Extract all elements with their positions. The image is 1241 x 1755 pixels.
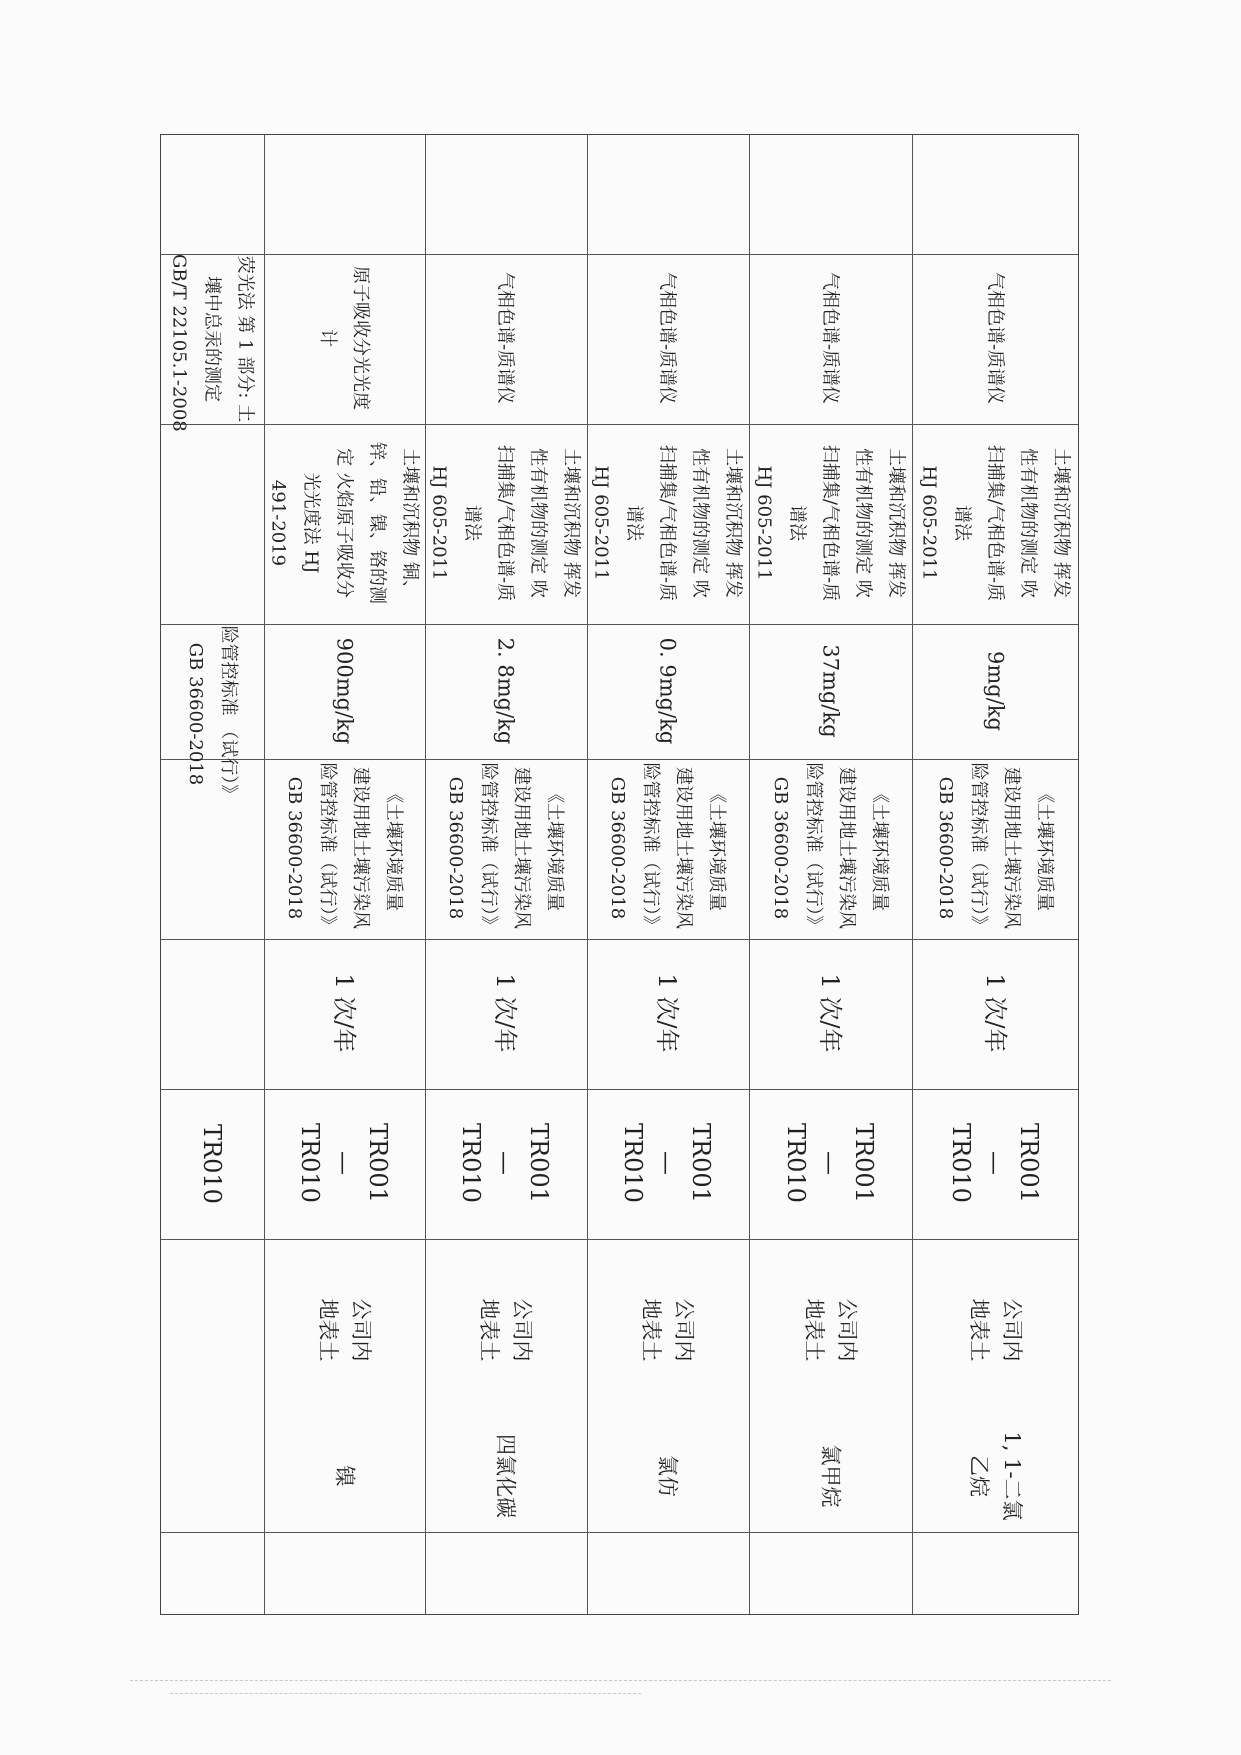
text-line: 公司内 [672,1298,696,1361]
text-line: 性有机物的测定 吹 [689,448,711,598]
row5-item-cell [911,1421,1079,1531]
row3-limit-cell [586,623,748,758]
row5-standard [929,763,1061,934]
text-line: TR001 [525,1123,553,1203]
text-line: 《土壤环境质量 [868,785,890,911]
text-line: GB/T 22105.1-2008 [168,254,189,432]
row1-frequency-cell [263,938,424,1088]
text-line: 《土壤环境质量 [1034,785,1055,911]
scan-artifact [130,1680,1111,1681]
row3-limit [651,637,684,744]
text-line: 公司内 [348,1298,373,1361]
text-line: TR010 [947,1123,975,1203]
text-line: 扫捕集/气相色谱-质 [656,444,678,602]
text-line: 气相色谱-质谱仪 [819,271,840,405]
text-line: 土壤和沉积物 挥发 [560,448,582,598]
text-line: 土壤和沉积物 挥发 [885,448,906,598]
text-line: 公司内 [834,1298,859,1361]
row3-frequency [650,974,684,1053]
row1-standard [278,763,410,934]
row5-limit-cell [911,623,1079,758]
row5-method-cell [911,423,1079,623]
row4-code [779,1123,881,1203]
row5-limit [979,651,1012,731]
text-line: HJ 605-2011 [428,465,450,581]
row1-standard-cell [263,758,424,938]
text-line: 9mg/kg [983,650,1008,731]
row3-standard-cell [586,758,748,938]
row5-instrument-cell [911,253,1079,423]
text-line: 扫捕集/气相色谱-质 [819,444,840,602]
text-line: TR001 [849,1123,878,1203]
row4-limit [813,644,846,737]
text-line: — [329,1150,358,1175]
row1-method [261,442,426,604]
row1-item-cell [263,1421,424,1531]
row3-code-cell [586,1088,748,1238]
text-line: GB 36600-2018 [607,776,628,920]
text-line: 建设用地土壤污染风 [349,767,371,929]
row5-item [962,1431,1028,1520]
row1-method-cell [263,423,424,623]
col-divider [161,1532,1078,1533]
row2-location-cell [424,1238,586,1421]
text-line: GB 36600-2018 [935,776,956,920]
row1-item [327,1466,360,1487]
text-line: 建设用地土壤污染风 [673,767,694,929]
text-line: 性有机物的测定 吹 [852,448,873,598]
row4-location-cell [748,1238,911,1421]
row5-instrument [979,272,1012,404]
text-line: 镍 [332,1465,356,1487]
text-line: 氯仿 [655,1455,680,1497]
row1-limit [327,637,360,744]
row4-item-cell [748,1421,911,1531]
row4-item [813,1445,846,1508]
text-line: 建设用地土壤污染风 [511,767,532,929]
row4-limit-cell [748,623,911,758]
row2-standard-cell [424,758,586,938]
row4-standard-cell [748,758,911,938]
row3-code [616,1123,718,1203]
text-line: 锌、铅、镍、铬的测 [366,442,387,604]
text-line: GB 36600-2018 [184,642,206,786]
row2-frequency-cell [424,938,586,1088]
row2-instrument-cell [424,253,586,423]
text-line: 建设用地土壤污染风 [835,767,857,929]
row1-code-cell [263,1088,424,1238]
text-line: — [981,1150,1009,1175]
row4-method [747,445,912,601]
row5-standard-cell [911,758,1079,938]
row3-standard [601,763,733,934]
text-line: 谱法 [461,505,483,541]
text-line: 荧光法 第 1 部分: 土 [234,255,255,423]
text-line: TR010 [781,1123,810,1203]
row1-location [311,1298,377,1361]
text-line: 地表土 [477,1298,501,1361]
row3-instrument-cell [586,253,748,423]
text-line: GB 36600-2018 [769,776,791,920]
text-line: 险管控标准（试行）》 [802,762,824,934]
text-line: TR010 [619,1123,647,1203]
text-line: 0. 9mg/kg [655,637,680,744]
row3-item-cell [586,1421,748,1531]
row0-standard-cell [160,624,263,804]
text-line: 谱法 [786,505,807,541]
scan-artifact [170,1693,641,1694]
row3-location [634,1298,700,1361]
text-line: 建设用地土壤污染风 [1001,767,1022,929]
row0-standard [179,626,245,803]
row3-location-cell [586,1238,748,1421]
row3-method-cell [586,423,748,623]
text-line: TR001 [687,1123,715,1203]
row0-code-cell [160,1089,263,1239]
text-line: 原子吸收分光光度 [349,266,371,410]
row1-code [293,1123,395,1203]
row0-method [162,254,261,432]
row1-instrument-cell [263,253,424,423]
text-line: 定 火焰原子吸收分 [333,448,354,598]
row2-item-cell [424,1421,586,1531]
text-line: — [815,1150,844,1175]
text-line: — [653,1150,681,1175]
row5-frequency [978,974,1012,1053]
text-line: 公司内 [510,1298,534,1361]
row2-code-cell [424,1088,586,1238]
text-line: 扫捕集/气相色谱-质 [494,444,516,602]
text-line: 地表土 [967,1298,991,1361]
text-line: 2. 8mg/kg [493,637,518,744]
text-line: 1 次/年 [491,973,519,1053]
text-line: 气相色谱-质谱仪 [984,271,1006,405]
text-line: HJ 605-2011 [918,465,940,581]
text-line: 险管控标准 （试行）》 [217,625,239,803]
text-line: 险管控标准（试行）》 [478,762,499,934]
text-line: 地表土 [315,1298,340,1361]
text-line: TR001 [363,1123,392,1203]
row1-instrument [311,266,377,410]
text-line: HJ 605-2011 [590,465,612,581]
text-line: 土壤和沉积物 挥发 [1050,448,1072,598]
row5-code [944,1123,1046,1203]
text-line: 土壤和沉积物 挥发 [722,448,744,598]
row4-location [797,1298,863,1361]
text-line: GB 36600-2018 [283,776,305,920]
text-line: 《土壤环境质量 [706,785,727,911]
row5-frequency-cell [911,938,1079,1088]
row3-instrument [651,272,684,404]
text-line: 1 次/年 [653,973,681,1053]
row3-item [651,1455,684,1497]
text-line: 光光度法 HJ [300,472,321,574]
text-line: 险管控标准（试行）》 [968,762,989,934]
row2-location [472,1298,538,1361]
text-line: 性有机物的测定 吹 [1017,448,1039,598]
text-line: 壤中总汞的测定 [201,276,222,402]
text-line: HJ 605-2011 [753,465,774,581]
row0-method-cell [160,254,263,432]
row2-code [454,1123,556,1203]
row4-code-cell [748,1088,911,1238]
row1-frequency [327,974,361,1053]
row4-method-cell [748,423,911,623]
text-line: 1, 1-二氯 [1000,1431,1024,1521]
row2-limit [489,637,522,744]
text-line: 491-2019 [267,479,288,567]
text-line: 900mg/kg [332,637,356,744]
text-line: 1 次/年 [981,973,1009,1053]
row2-item [489,1434,522,1518]
text-line: GB 36600-2018 [445,776,466,920]
text-line: 乙烷 [967,1454,991,1497]
text-line: TR010 [197,1124,226,1204]
row2-method-cell [424,423,586,623]
text-line: 1 次/年 [815,973,844,1053]
text-line: 气相色谱-质谱仪 [494,271,516,405]
row2-instrument [489,272,522,404]
text-line: 四氯化碳 [493,1434,518,1518]
row5-method [913,445,1078,601]
text-line: 《土壤环境质量 [382,785,404,911]
text-line: 1 次/年 [329,973,358,1053]
row4-instrument-cell [748,253,911,423]
row3-method [585,445,750,601]
row5-location-cell [911,1238,1079,1421]
text-line: 土壤和沉积物 铜、 [399,448,420,598]
text-line: 氯甲烷 [818,1444,842,1508]
text-line: 谱法 [951,505,973,541]
text-line: 险管控标准（试行）》 [316,762,338,934]
text-line: — [491,1150,519,1175]
text-line: 地表土 [801,1298,826,1361]
row5-location [962,1298,1028,1361]
row2-standard [439,763,571,934]
text-line: 37mg/kg [818,643,842,738]
text-line: 谱法 [623,505,645,541]
text-line: 地表土 [639,1298,663,1361]
text-line: TR001 [1015,1123,1043,1203]
text-line: 扫捕集/气相色谱-质 [984,444,1006,602]
row5-code-cell [911,1088,1079,1238]
text-line: 气相色谱-质谱仪 [656,271,678,405]
text-line: TR010 [295,1123,324,1203]
text-line: TR010 [457,1123,485,1203]
text-line: 公司内 [1000,1298,1024,1361]
text-line: 《土壤环境质量 [544,785,565,911]
text-line: 险管控标准（试行）》 [640,762,661,934]
row4-standard [764,763,896,934]
row1-limit-cell [263,623,424,758]
row0-code [195,1124,229,1204]
row4-frequency-cell [748,938,911,1088]
text-line: 性有机物的测定 吹 [527,448,549,598]
row2-frequency [488,974,522,1053]
row4-instrument [813,272,846,404]
row2-limit-cell [424,623,586,758]
row2-method [423,445,588,601]
row4-frequency [813,974,847,1053]
text-line: 计 [316,329,338,347]
row1-location-cell [263,1238,424,1421]
row3-frequency-cell [586,938,748,1088]
